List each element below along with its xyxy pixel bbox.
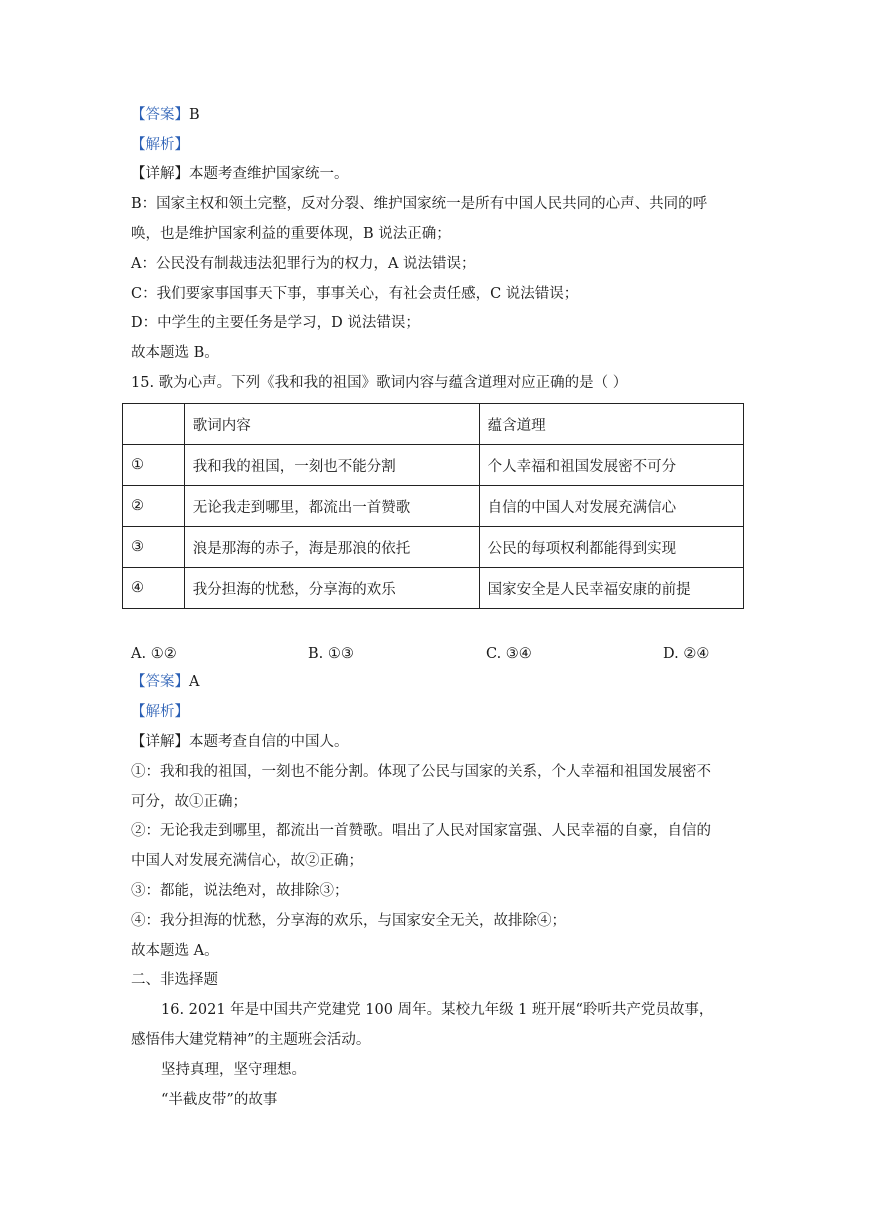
table-cell: 无论我走到哪里，都流出一首赞歌 (184, 486, 479, 527)
option-d: D. ②④ (663, 646, 710, 662)
q15-detail-line: ②：无论我走到哪里，都流出一首赞歌。唱出了人民对国家富强、人民幸福的自豪，自信的 (131, 823, 711, 839)
table-cell: 浪是那海的赤子，海是那浪的依托 (184, 527, 479, 568)
q14-detail-line: 【详解】本题考查维护国家统一。 (131, 166, 349, 182)
table-header-cell (123, 404, 185, 445)
q15-detail-line: 中国人对发展充满信心，故②正确； (131, 853, 363, 869)
table-cell: 公民的每项权利都能得到实现 (479, 527, 743, 568)
q15-detail-line: 【详解】本题考查自信的中国人。 (131, 734, 349, 750)
table-row (123, 486, 744, 527)
q16-stem-line: 16. 2021 年是中国共产党建党 100 周年。某校九年级 1 班开展“聆听共产党员故事， (161, 1002, 714, 1018)
table-header-row (123, 404, 744, 445)
q14-analysis-label: 【解析】 (131, 137, 189, 153)
table-cell: 个人幸福和祖国发展密不可分 (479, 445, 743, 486)
q15-analysis-label: 【解析】 (131, 704, 189, 720)
table-cell: ③ (123, 527, 185, 568)
table-cell: 我分担海的忧愁，分享海的欢乐 (184, 568, 479, 609)
q15-detail-line: ①：我和我的祖国，一刻也不能分割。体现了公民与国家的关系，个人幸福和祖国发展密不 (131, 764, 711, 780)
q14-detail-line: C：我们要家事国事天下事，事事关心，有社会责任感，C 说法错误； (131, 286, 579, 302)
table-cell: 自信的中国人对发展充满信心 (479, 486, 743, 527)
answer-label: 【答案】 (131, 107, 189, 123)
option-c: C. ③④ (486, 646, 532, 662)
table-cell: 我和我的祖国，一刻也不能分割 (184, 445, 479, 486)
q14-detail-line: B：国家主权和领土完整，反对分裂、维护国家统一是所有中国人民共同的心声、共同的呼 (131, 196, 708, 212)
q14-detail-line: D：中学生的主要任务是学习，D 说法错误； (131, 315, 420, 331)
table-cell: ② (123, 486, 185, 527)
q14-answer-line (131, 105, 781, 125)
table-header-cell: 歌词内容 (184, 404, 479, 445)
q14-detail-line: 故本题选 B。 (131, 345, 219, 361)
q15-detail-line: 故本题选 A。 (131, 943, 219, 959)
q15-options (131, 644, 731, 664)
q16-stem-line: 感悟伟大建党精神”的主题班会活动。 (131, 1032, 371, 1048)
option-a: A. ①② (131, 646, 177, 662)
q14-detail-line: 唤，也是维护国家利益的重要体现，B 说法正确； (131, 226, 451, 242)
table-row (123, 445, 744, 486)
q16-sub-line: “半截皮带”的故事 (161, 1092, 278, 1108)
q14-detail-line: A：公民没有制裁违法犯罪行为的权力，A 说法错误； (131, 256, 476, 272)
table-header-cell: 蕴含道理 (479, 404, 743, 445)
table-cell: ① (123, 445, 185, 486)
option-b: B. ①③ (308, 646, 354, 662)
q15-stem: 15. 歌为心声。下列《我和我的祖国》歌词内容与蕴含道理对应正确的是（ ） (131, 375, 628, 391)
table-cell: 国家安全是人民幸福安康的前提 (479, 568, 743, 609)
q15-detail-line: 可分，故①正确； (131, 794, 247, 810)
answer-value: B (189, 107, 200, 123)
q16-sub-line: 坚持真理，坚守理想。 (161, 1062, 306, 1078)
lyrics-table (122, 403, 744, 609)
q15-answer-line (131, 672, 781, 692)
table-cell: ④ (123, 568, 185, 609)
q15-detail-line: ③：都能，说法绝对，故排除③； (131, 883, 349, 899)
section-heading: 二、非选择题 (131, 972, 218, 988)
answer-label: 【答案】 (131, 674, 189, 690)
q15-detail-line: ④：我分担海的忧愁，分享海的欢乐，与国家安全无关，故排除④； (131, 913, 566, 929)
answer-value: A (189, 674, 200, 690)
table-row (123, 568, 744, 609)
table-row (123, 527, 744, 568)
